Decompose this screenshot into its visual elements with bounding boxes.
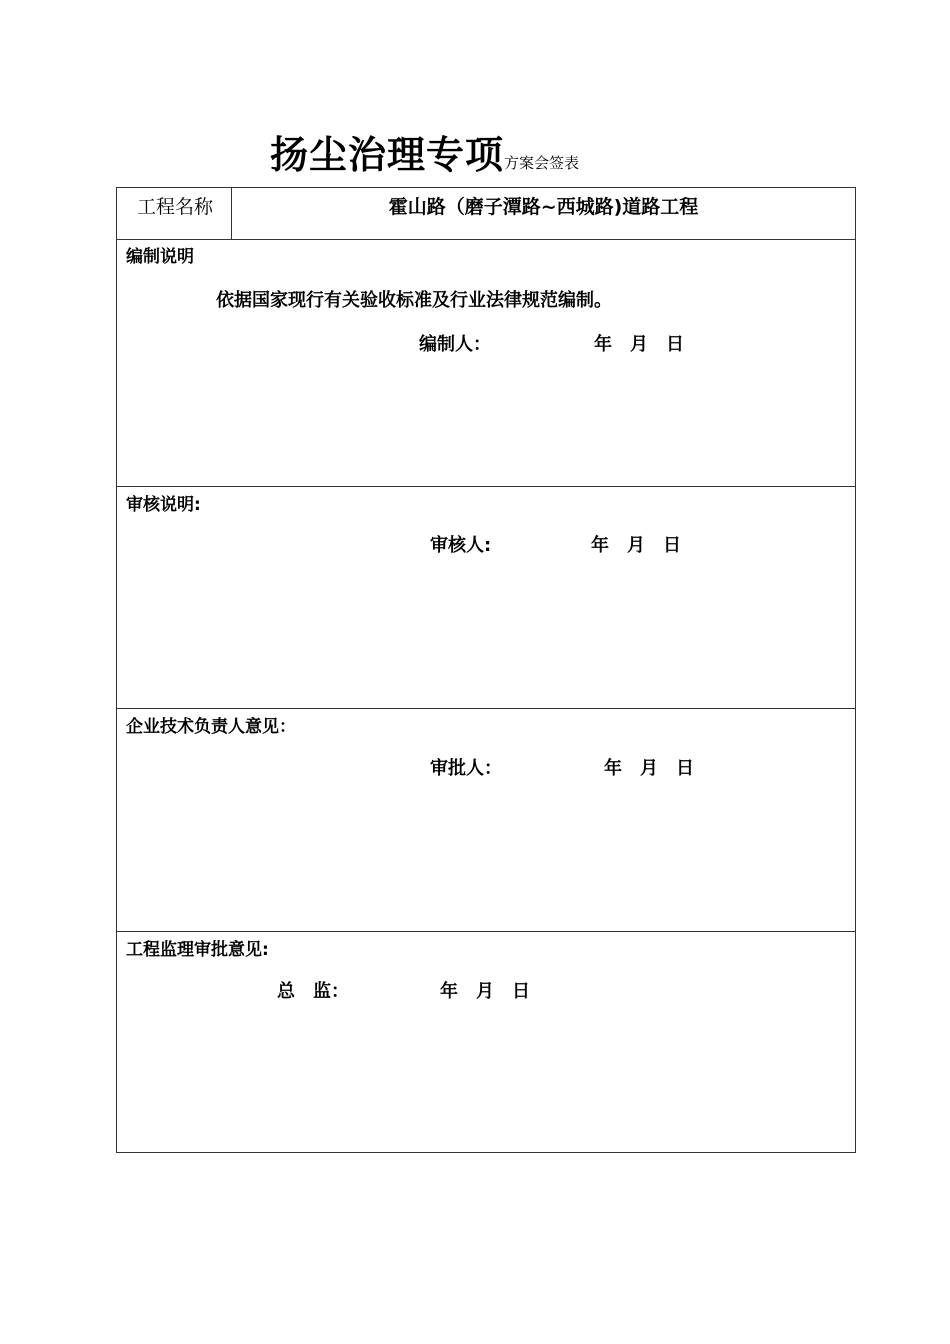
date-label: 年 月 日 — [440, 981, 530, 1002]
section-compilation — [117, 239, 855, 487]
date-label: 年 月 日 — [604, 758, 694, 779]
section-text: 依据国家现行有关验收标准及行业法律规范编制。 — [216, 290, 612, 311]
section-heading: 企业技术负责人意见： — [126, 717, 296, 737]
signer-label: 审批人： — [430, 758, 502, 779]
section-tech-lead — [117, 709, 855, 932]
date-label: 年 月 日 — [591, 535, 681, 556]
section-review — [117, 487, 855, 709]
date-label: 年 月 日 — [594, 334, 684, 355]
section-heading: 工程监理审批意见: — [126, 940, 269, 960]
project-name-label: 工程名称 — [117, 188, 232, 239]
project-name-value: 霍山路（磨子潭路~西城路)道路工程 — [388, 196, 699, 218]
section-supervision — [117, 932, 855, 1152]
signer-label: 编制人： — [419, 334, 491, 355]
page-title — [270, 124, 579, 179]
signer-label: 总 监： — [277, 981, 349, 1002]
project-name-row — [117, 188, 855, 240]
section-heading: 编制说明 — [126, 247, 194, 267]
title-main: 扬尘治理专项 — [270, 132, 505, 177]
section-heading: 审核说明: — [126, 495, 201, 515]
signer-label: 审核人: — [430, 535, 492, 556]
title-sub: 方案会签表 — [504, 154, 580, 172]
signoff-form — [116, 187, 856, 1153]
